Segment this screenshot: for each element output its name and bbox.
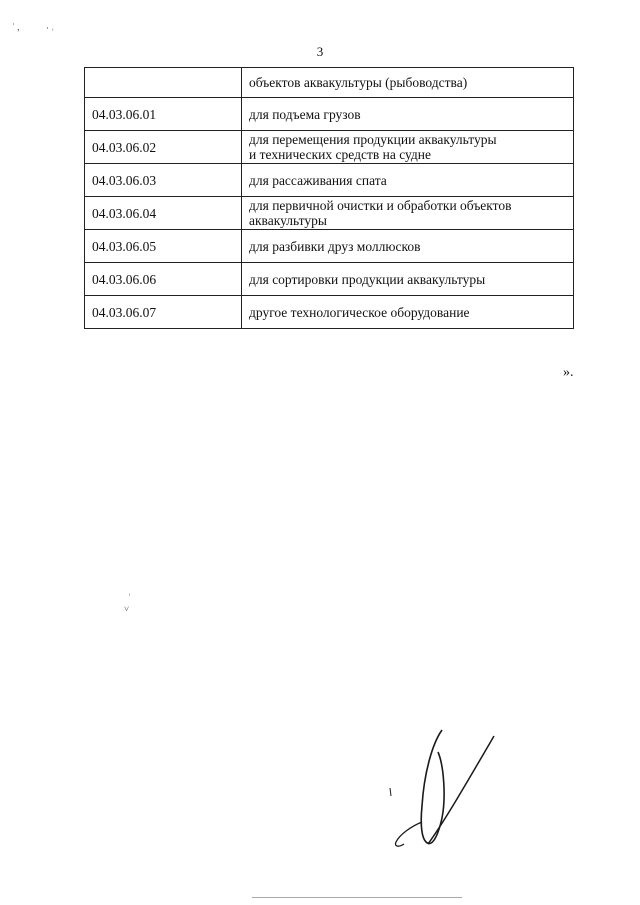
- closing-quote: ».: [563, 365, 574, 380]
- code-cell: 04.03.06.03: [85, 164, 242, 197]
- table-row: [85, 263, 574, 296]
- description-line: объектов аквакультуры (рыбоводства): [249, 75, 468, 90]
- scan-edge-line: [252, 897, 462, 898]
- table-row: [85, 197, 574, 230]
- signature-icon: [388, 726, 508, 856]
- scan-speck: ˙ ,: [12, 22, 20, 32]
- table-row: [85, 296, 574, 329]
- description-cell: [242, 296, 574, 329]
- table-row: [85, 230, 574, 263]
- description-line: для разбивки друз моллюсков: [249, 238, 421, 254]
- code-cell: [85, 68, 242, 98]
- description-line: и технических средств на судне: [249, 147, 431, 162]
- description-line: для перемещения продукции аквакультуры: [249, 132, 497, 147]
- description-line: для рассаживания спата: [249, 172, 387, 188]
- page-number: 3: [316, 44, 324, 59]
- classification-table: [84, 67, 574, 329]
- code-cell: 04.03.06.04: [85, 197, 242, 230]
- description-cell: [242, 68, 574, 98]
- description-cell: [242, 164, 574, 197]
- description-line: для подъема грузов: [249, 106, 361, 122]
- code-cell: 04.03.06.01: [85, 98, 242, 131]
- code-cell: 04.03.06.07: [85, 296, 242, 329]
- description-cell: [242, 131, 574, 164]
- description-line: для первичной очистки и обработки объектов: [249, 198, 512, 213]
- description-line: другое технологическое оборудование: [249, 304, 470, 320]
- code-cell: 04.03.06.02: [85, 131, 242, 164]
- description-cell: [242, 263, 574, 296]
- description-line: для сортировки продукции аквакультуры: [249, 271, 486, 287]
- scan-speck: ˅: [124, 604, 130, 614]
- scan-speck: · ˒: [46, 23, 55, 33]
- table-row: [85, 164, 574, 197]
- description-cell: [242, 98, 574, 131]
- scan-speck: ˒: [128, 588, 131, 598]
- table-row: [85, 131, 574, 164]
- code-cell: 04.03.06.05: [85, 230, 242, 263]
- code-cell: 04.03.06.06: [85, 263, 242, 296]
- description-cell: [242, 197, 574, 230]
- description-cell: [242, 230, 574, 263]
- table-row: [85, 98, 574, 131]
- table-row: [85, 68, 574, 98]
- description-line: аквакультуры: [249, 213, 327, 228]
